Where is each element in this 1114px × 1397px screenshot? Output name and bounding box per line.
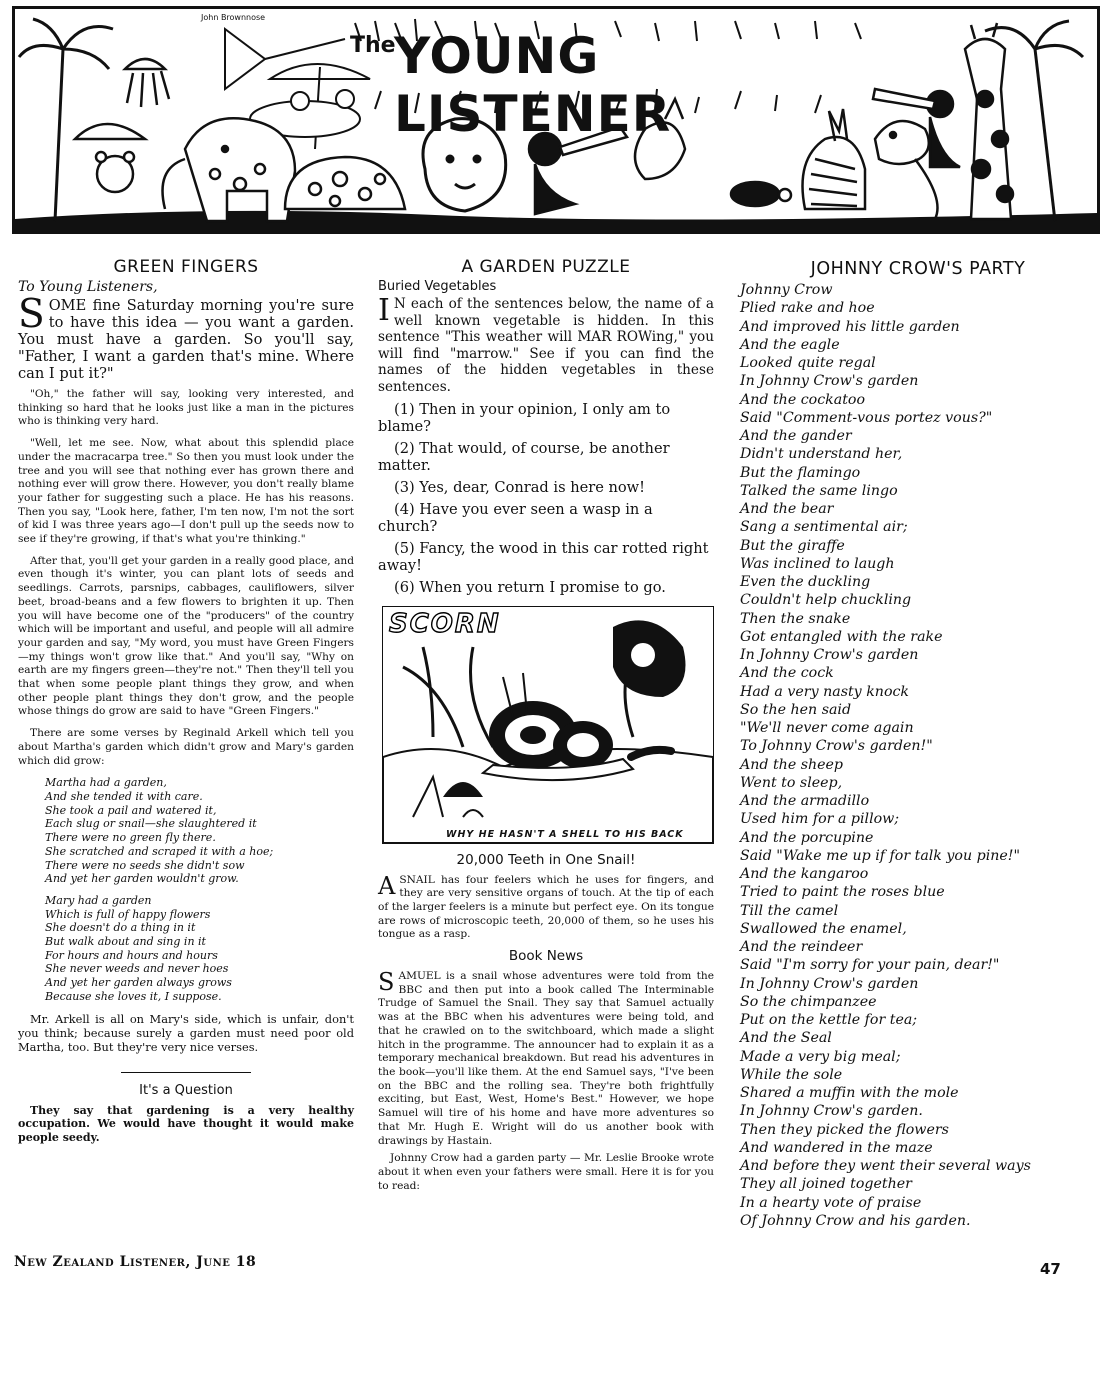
verse-line: She scratched and scraped it with a hoe; xyxy=(45,844,274,858)
puzzle-item: (4) Have you ever seen a wasp in a church? xyxy=(378,500,653,535)
johnny-crow-poem xyxy=(740,281,1104,1230)
poem-line: Of Johnny Crow and his garden. xyxy=(740,1212,971,1229)
ground-strip xyxy=(15,211,1097,231)
puzzle-item: (6) When you return I promise to go. xyxy=(394,578,666,596)
column-johnny-crow xyxy=(732,250,1104,1230)
puzzle-item: (3) Yes, dear, Conrad is here now! xyxy=(394,478,646,496)
cartoon-caption: WHY HE HASN'T A SHELL TO HIS BACK xyxy=(443,829,687,840)
poem-line: Couldn't help chuckling xyxy=(740,592,912,609)
verse-line: She never weeds and never hoes xyxy=(45,962,229,976)
poem-line: And the armadillo xyxy=(740,793,870,809)
snail-body: SNAIL has four feelers which he uses for fingers, and they are very sensitive organs of touch. At the tip of each of the larger feelers is a minute but perfect eye. On its tongue are rows of microscopic teeth, 20,000 of them, so he uses his tongue as a rasp. xyxy=(378,873,714,941)
poem-line: Said "Wake me up if for talk you pine!" xyxy=(740,847,1021,864)
masthead-main-title: YOUNG LISTENER xyxy=(394,27,672,143)
poem-line: But the flamingo xyxy=(740,464,861,481)
garden-puzzle-heading: A GARDEN PUZZLE xyxy=(461,257,631,277)
poem-line: And the sheep xyxy=(740,756,844,773)
poem-line: And the cockatoo xyxy=(740,391,865,408)
poem-line: And before they went their several ways xyxy=(740,1158,1031,1174)
poem-line: Tried to paint the roses blue xyxy=(740,884,945,901)
drop-cap: A xyxy=(378,871,396,900)
cartoon-label: SCORN xyxy=(389,608,501,639)
poem-line: Johnny Crow xyxy=(740,282,833,298)
masthead-the: The xyxy=(350,33,396,58)
snail-text xyxy=(378,871,714,943)
johnny-crow-heading: JOHNNY CROW'S PARTY xyxy=(810,259,1026,279)
poem-line: And wandered in the maze xyxy=(740,1139,933,1156)
puzzle-item: (2) That would, of course, be another matter. xyxy=(378,439,670,474)
closing-paragraph: Mr. Arkell is all on Mary's side, which is unfair, don't you think; because surely a garden must need poor old Martha, too. But they're very nice verses. xyxy=(18,1011,354,1054)
poem-line: In Johnny Crow's garden xyxy=(740,647,919,663)
verse-line: And yet her garden always grows xyxy=(45,976,232,990)
snail-heading: 20,000 Teeth in One Snail! xyxy=(456,851,636,868)
poem-line: Got entangled with the rake xyxy=(740,628,943,645)
column-garden-puzzle xyxy=(378,250,714,1193)
book-news-body: AMUEL is a snail whose adventures were told from the BBC and then put into a book called The Interminable Trudge of Samuel the Snail. They say that Samuel actually was at the BBC when his adventures were being told, and that he crawled on to the switchboard, which made a slight hitch in the programme. The announcer had to explain it as a temporary mechanical breakdown. But read his adventures in the book—you'll like them. At the end Samuel says, "I've been on the BBC and the rolling sea. They're both frightfully exciting, but East, West, Home's Best." However, we hope Samuel will tire of his home and have more adventures so that Mr. Hugh E. Wright will do us another book with drawings by Hastain. xyxy=(378,970,714,1147)
poem-line: In a hearty vote of praise xyxy=(740,1194,922,1211)
poem-line: Shared a muffin with the mole xyxy=(740,1085,959,1101)
verse-martha xyxy=(45,776,354,886)
artist-credit: John Brownnose xyxy=(201,13,266,22)
snail-drawing xyxy=(383,607,713,843)
verse-line: Which is full of happy flowers xyxy=(45,907,211,921)
book-news-heading: Book News xyxy=(508,948,584,965)
boulder xyxy=(285,157,405,209)
poem-line: And the Seal xyxy=(740,1030,832,1047)
verse-line: She doesn't do a thing in it xyxy=(45,921,196,935)
giraffe xyxy=(965,23,1013,219)
poem-line: Went to sleep, xyxy=(740,774,843,791)
paragraph: There are some verses by Reginald Arkell which tell you about Martha's garden which didn't grow and Mary's garden which did grow: xyxy=(18,727,354,767)
verse-line: And yet her garden wouldn't grow. xyxy=(45,872,239,886)
drop-cap: S xyxy=(378,968,395,997)
verse-line: And she tended it with care. xyxy=(45,789,203,803)
green-fingers-heading: GREEN FINGERS xyxy=(113,257,259,277)
poem-line: Talked the same lingo xyxy=(740,482,898,499)
verse-line: Each slug or snail—she slaughtered it xyxy=(45,817,257,831)
puzzle-intro xyxy=(378,293,714,396)
poem-line: Made a very big meal; xyxy=(740,1048,901,1065)
poem-line: While the sole xyxy=(740,1066,843,1083)
poem-line: To Johnny Crow's garden!" xyxy=(740,738,933,755)
poem-line: Till the camel xyxy=(740,902,839,919)
poem-line: So the hen said xyxy=(740,701,852,718)
poem-line: Used him for a pillow; xyxy=(740,811,900,828)
intro-text: N each of the sentences below, the name of a well known vegetable is hidden. In this sentence "This weather will MAR ROWing," you will find "marrow." See if you can find the names of the hidden vegetables in these sentences. xyxy=(378,296,714,395)
puzzle-subheading: Buried Vegetables xyxy=(378,279,497,294)
poem-line: Plied rake and hoe xyxy=(740,300,875,317)
poem-line: And the porcupine xyxy=(740,829,874,846)
drop-cap: S xyxy=(18,292,45,337)
poem-line: Sang a sentimental air; xyxy=(740,519,908,536)
poem-line: Said "Comment-vous portez vous?" xyxy=(740,409,993,426)
book-news-text xyxy=(378,970,714,1148)
poem-line: Swallowed the enamel, xyxy=(740,920,907,937)
page-number: 47 xyxy=(1040,1260,1061,1278)
bear-with-umbrella xyxy=(75,124,145,192)
poem-line: But the giraffe xyxy=(740,537,845,554)
poem-line: In Johnny Crow's garden xyxy=(740,975,919,992)
shower-head xyxy=(125,59,169,107)
salutation: To Young Listeners, xyxy=(18,279,158,295)
palm-tree-left xyxy=(19,19,113,221)
question-heading: It's a Question xyxy=(139,1082,233,1098)
snail-cartoon xyxy=(382,606,714,844)
poem-line: Then the snake xyxy=(740,610,851,627)
poem-line: And improved his little garden xyxy=(740,318,960,335)
drop-cap: I xyxy=(378,293,390,328)
question-text: They say that gardening is a very healthy occupation. We would have thought it would make people seedy. xyxy=(18,1103,354,1144)
column-green-fingers xyxy=(18,250,354,1145)
paragraph: "Oh," the father will say, looking very interested, and thinking so hard that he looks just like a man in the pictures who is thinking very hard. xyxy=(18,388,354,428)
poem-line: Didn't understand her, xyxy=(740,446,903,463)
camel xyxy=(875,121,938,219)
verse-line: She took a pail and watered it, xyxy=(45,803,217,817)
verse-line: But walk about and sing in it xyxy=(45,935,206,949)
poem-line: And the eagle xyxy=(740,336,840,353)
paragraph: After that, you'll get your garden in a really good place, and even though it's winter, you can plant lots of seeds and seedlings. Carrots, parsnips, cabbages, cauliflowers, silver beet, broad-beans and a few flowers to brighten it up. Then you will have become one of the "producers" of the country which will be important and useful, and people will all admire your garden and say, "My word, you must have Green Fingers—my things won't grow like that." And you'll say, "Why on earth are my fingers green—they're not." Then they'll tell you that when some people plant things they grow, and when other people plant things they don't grow, and the people whose things do grow are said to have "Green Fingers." xyxy=(18,554,354,718)
puzzle-item: (1) Then in your opinion, I only am to blame? xyxy=(378,400,671,435)
poem-line: Was inclined to laugh xyxy=(740,555,895,572)
green-fingers-intro xyxy=(18,292,354,382)
poem-line: They all joined together xyxy=(740,1176,912,1193)
intro-text: OME fine Saturday morning you're sure to have this idea — you want a garden. You must have a garden. So you'll say, "Father, I want a garden that's mine. Where can I put it?" xyxy=(18,297,354,382)
poem-line: Had a very nasty knock xyxy=(740,683,910,700)
poem-line: And the reindeer xyxy=(740,939,863,955)
verse-line: For hours and hours and hours xyxy=(45,948,218,962)
verse-line: Mary had a garden xyxy=(45,893,152,907)
poem-line: And the bear xyxy=(740,501,834,517)
verse-line: Martha had a garden, xyxy=(45,776,167,790)
poem-line: Said "I'm sorry for your pain, dear!" xyxy=(740,957,1000,974)
poem-line: Put on the kettle for tea; xyxy=(740,1012,918,1028)
verse-line: Because she loves it, I suppose. xyxy=(45,989,222,1003)
poem-line: Even the duckling xyxy=(740,574,871,590)
masthead-banner xyxy=(12,6,1100,234)
johnny-intro: Johnny Crow had a garden party — Mr. Leslie Brooke wrote about it when even your fathers were small. Here it is for you to read: xyxy=(378,1152,714,1192)
poem-line: In Johnny Crow's garden. xyxy=(740,1103,923,1120)
poem-line: And the gander xyxy=(740,428,852,444)
poem-line: Looked quite regal xyxy=(740,355,876,371)
poem-line: "We'll never come again xyxy=(740,720,914,736)
puzzle-item: (5) Fancy, the wood in this car rotted right away! xyxy=(378,539,709,574)
verse-line: There were no seeds she didn't sow xyxy=(45,858,245,872)
divider xyxy=(121,1072,251,1073)
verse-line: There were no green fly there. xyxy=(45,831,216,845)
poem-line: Then they picked the flowers xyxy=(740,1121,949,1138)
poem-line: So the chimpanzee xyxy=(740,993,877,1010)
poem-line: And the cock xyxy=(740,665,834,682)
paragraph: "Well, let me see. Now, what about this splendid place under the macracarpa tree." So then you must look under the tree and you will see that nothing ever has grown there and nothing ever will grow there. However, you don't really blame your father for suggesting such a place. He has his reasons. Then you say, "Look here, father, I'm ten now, I'm not the sort of kid I was three years ago—I don't pull up the seeds now to see if they're growing, if that's what you're thinking." xyxy=(18,437,354,546)
poem-line: And the kangaroo xyxy=(740,866,869,882)
elephant xyxy=(163,118,296,221)
masthead-title xyxy=(350,27,850,143)
publication-footer: New Zealand Listener, June 18 xyxy=(14,1254,257,1270)
verse-mary xyxy=(45,894,354,1004)
poem-line: In Johnny Crow's garden xyxy=(740,373,919,390)
turtle xyxy=(731,182,791,206)
